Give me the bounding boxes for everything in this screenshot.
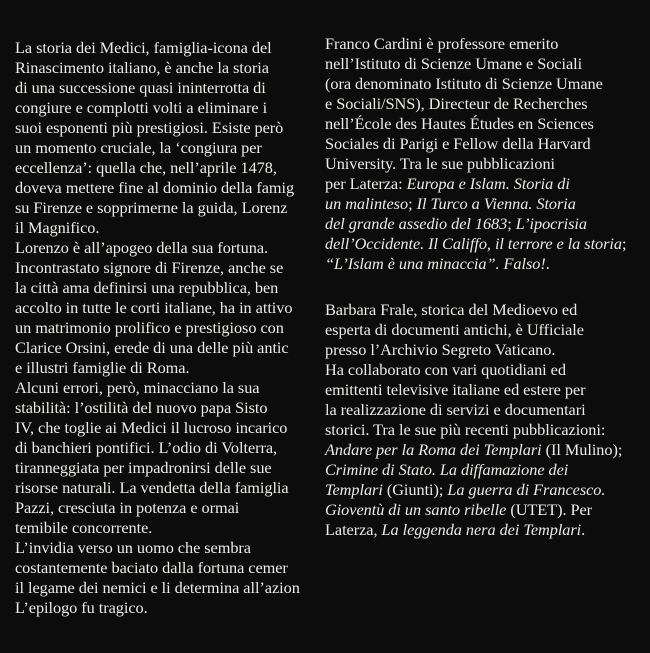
synopsis-line: La storia dei Medici, famiglia-icona del (15, 38, 272, 57)
bio-text: (Il Mulino); (541, 440, 623, 459)
book-title: Templari (325, 480, 383, 499)
synopsis-line: di banchieri pontifici. L’odio di Volterra, (15, 438, 278, 457)
bio-line (325, 174, 570, 193)
bio-line: nell’Istituto di Scienze Umane e Sociali (325, 54, 583, 73)
bio-line (325, 194, 576, 213)
bio-line (325, 234, 626, 253)
bio-line: presso l’Archivio Segreto Vaticano. (325, 340, 556, 359)
bio-line (325, 500, 592, 519)
synopsis-line: L’invidia verso un uomo che sembra (15, 538, 251, 557)
synopsis-line: di una successione quasi ininterrotta di (15, 78, 266, 97)
book-title: L’ipocrisia (515, 214, 587, 233)
bio-text: . (581, 520, 586, 539)
synopsis-line: accolto in tutte le corti italiane, ha in attivo (15, 298, 293, 317)
synopsis-line: risorse naturali. La vendetta della famiglia (15, 478, 289, 497)
bio-line: Franco Cardini è professore emerito (325, 34, 559, 53)
synopsis-line: temibile concorrente. (15, 518, 153, 537)
synopsis-line: la città ama definirsi una repubblica, ben (15, 278, 279, 297)
synopsis-line: costantemente baciato dalla fortuna cemer (15, 558, 288, 577)
synopsis-line: Rinascimento italiano, è anche la storia (15, 58, 269, 77)
book-title: Gioventù di un santo ribelle (325, 500, 507, 519)
book-title: La leggenda nera dei Templari (381, 520, 582, 539)
bio-line: esperta di documenti antichi, è Ufficiale (325, 320, 584, 339)
book-title: del grande assedio del 1683 (325, 214, 508, 233)
bio-line: Ha collaborato con vari quotidiani ed (325, 360, 566, 379)
bio-line: (ora denominato Istituto di Scienze Umane (325, 74, 603, 93)
bio-text: . (545, 254, 550, 273)
bio-line: e Sociali/SNS), Directeur de Recherches (325, 94, 588, 113)
book-title: un malinteso (325, 194, 409, 213)
synopsis-line: tiranneggiata per impadronirsi delle sue (15, 458, 272, 477)
bio-line: Barbara Frale, storica del Medioevo ed (325, 300, 578, 319)
synopsis-line: suoi esponenti più prestigiosi. Esiste però (15, 118, 284, 137)
left-column-synopsis (0, 0, 312, 653)
bio-line: University. Tra le sue pubblicazioni (325, 154, 556, 173)
bio-line (325, 460, 568, 479)
book-title: La guerra di Francesco. (447, 480, 606, 499)
bio-line: Sociales di Parigi e Fellow della Harvard (325, 134, 591, 153)
synopsis-line: e illustri famiglie di Roma. (15, 358, 190, 377)
synopsis-line: Lorenzo è all’apogeo della sua fortuna. (15, 238, 269, 257)
synopsis-line: doveva mettere fine al dominio della famig (15, 178, 295, 197)
bio-text: ; (622, 234, 627, 253)
synopsis-line: stabilità: l’ostilità del nuovo papa Sisto (15, 398, 268, 417)
bio-line (325, 214, 587, 233)
synopsis-line: un momento cruciale, la ‘congiura per (15, 138, 262, 157)
bio-text: ; (408, 194, 417, 213)
book-title: Crimine di Stato. La diffamazione dei (325, 460, 569, 479)
synopsis-line: L’epilogo fu tragico. (15, 598, 148, 617)
book-title: Andare per la Roma dei Templari (325, 440, 542, 459)
book-title: “L’Islam è una minaccia”. Falso! (325, 254, 546, 273)
bio-line (325, 440, 622, 459)
bio-text: (UTET). Per (506, 500, 593, 519)
synopsis-line: Clarice Orsini, erede di una delle più antic (15, 338, 289, 357)
synopsis-line: congiure e complotti volti a eliminare i (15, 98, 268, 117)
synopsis-line: Alcuni errori, però, minacciano la sua (15, 378, 260, 397)
synopsis-line: il legame dei nemici e li determina all’azion (15, 578, 300, 597)
bio-text: per Laterza: (325, 174, 407, 193)
synopsis-line: il Magnifico. (15, 218, 100, 237)
synopsis-line: Incontrastato signore di Firenze, anche se (15, 258, 284, 277)
bio-line: emittenti televisive italiane ed estere per (325, 380, 586, 399)
synopsis-line: eccellenza’: quella che, nell’aprile 1478, (15, 158, 277, 177)
right-column-author-bios (313, 0, 650, 653)
book-title: dell’Occidente. Il Califfo, il terrore e la storia (325, 234, 622, 253)
book-title: Il Turco a Vienna. Storia (416, 194, 576, 213)
bio-line (325, 254, 550, 273)
bio-text: ; (507, 214, 516, 233)
bio-line: la realizzazione di servizi e documentari (325, 400, 586, 419)
synopsis-line: su Firenze e sopprimerne la guida, Lorenz (15, 198, 288, 217)
bio-text: (Giunti); (382, 480, 448, 499)
bio-line (325, 480, 605, 499)
synopsis-line: IV, che toglie ai Medici il lucroso incarico (15, 418, 288, 437)
bio-text: Laterza, (325, 520, 382, 539)
bio-line: storici. Tra le sue più recenti pubblicazioni: (325, 420, 606, 439)
book-title: Europa e Islam. Storia di (406, 174, 570, 193)
synopsis-line: un matrimonio prolifico e prestigioso con (15, 318, 284, 337)
synopsis-line: Pazzi, cresciuta in potenza e ormai (15, 498, 240, 517)
bio-line (325, 520, 585, 539)
bio-line: nell’École des Hautes Études en Sciences (325, 114, 594, 133)
